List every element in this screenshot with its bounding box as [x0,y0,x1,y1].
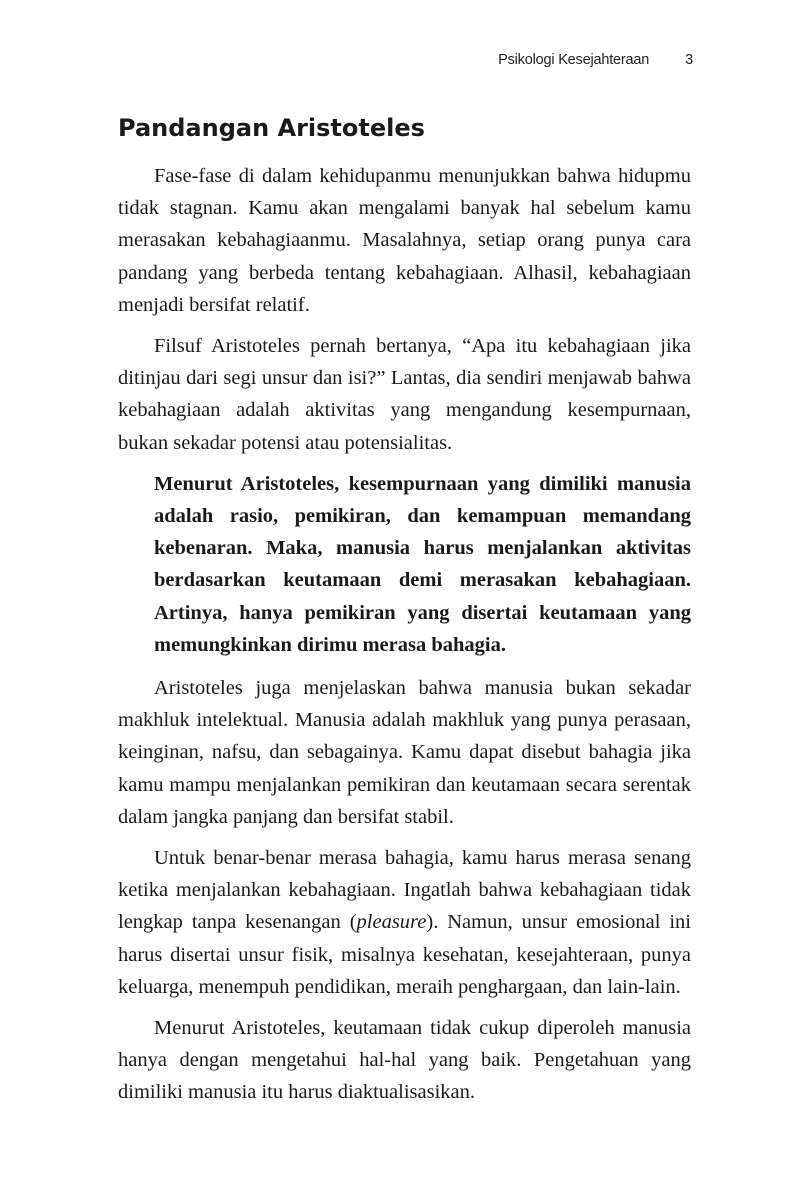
pleasure-italic: pleasure [356,911,427,934]
paragraph-4-part-1: Untuk benar-benar merasa bahagia, kamu harus merasa senang ketika menjalankan kebahagiaan. Ingatlah bahwa kebahagiaan tidak lengkap tanpa kesenangan ( [118,847,691,934]
body-text [118,160,691,1118]
highlighted-quote: Menurut Aristoteles, kesempurnaan yang dimiliki manusia adalah rasio, pemikiran, dan kemampuan memandang kebenaran. Maka, manusia harus menjalankan aktivitas berdasarkan keutamaan demi merasakan kebahagiaan. Artinya, hanya pemikiran yang disertai keutamaan yang memungkinkan dirimu merasa bahagia. [154,472,691,656]
running-title: Psikologi Kesejahteraan [498,52,650,68]
running-header [498,52,693,68]
paragraph-2: Filsuf Aristoteles pernah bertanya, “Apa itu kebahagiaan jika ditinjau dari segi unsur dan isi?” Lantas, dia sendiri menjawab bahwa kebahagiaan adalah aktivitas yang mengandung kesempurnaan, bukan sekadar potensi atau potensialitas. [118,335,691,454]
page-number: 3 [685,52,693,68]
section-heading: Pandangan Aristoteles [118,114,425,142]
paragraph-5: Menurut Aristoteles, keutamaan tidak cukup diperoleh manusia hanya dengan mengetahui hal-hal yang baik. Pengetahuan yang dimiliki manusia itu harus diaktualisasikan. [118,1017,691,1104]
paragraph-3: Aristoteles juga menjelaskan bahwa manusia bukan sekadar makhluk intelektual. Manusia adalah makhluk yang punya perasaan, keinginan, nafsu, dan sebagainya. Kamu dapat disebut bahagia jika kamu mampu menjalankan pemikiran dan keutamaan secara serentak dalam jangka panjang dan bersifat stabil. [118,677,691,828]
paragraph-4-part-2: ). Namun, unsur emosional ini harus disertai unsur fisik, misalnya kesehatan, kesejahteraan, punya keluarga, menempuh pendidikan, meraih penghargaan, dan lain-lain. [118,911,691,998]
paragraph-4 [118,842,691,1003]
paragraph-1: Fase-fase di dalam kehidupanmu menunjukkan bahwa hidupmu tidak stagnan. Kamu akan mengalami banyak hal sebelum kamu merasakan kebahagiaanmu. Masalahnya, setiap orang punya cara pandang yang berbeda tentang kebahagiaan. Alhasil, kebahagiaan menjadi bersifat relatif. [118,165,691,316]
